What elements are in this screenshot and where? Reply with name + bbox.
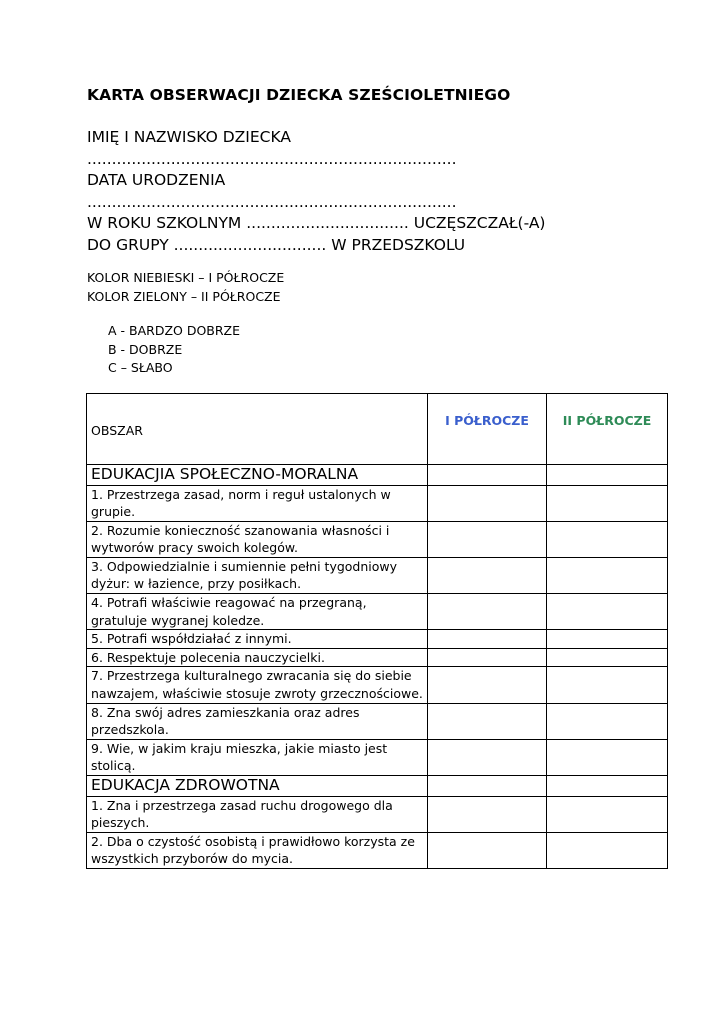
second-semester-header: II PÓŁROCZE: [547, 394, 668, 465]
first-semester-cell[interactable]: [428, 465, 547, 486]
first-semester-cell[interactable]: [428, 485, 547, 521]
section-row: [87, 465, 668, 486]
school-year-line[interactable]: W ROKU SZKOLNYM ................................. UCZĘSZCZAŁ(-A): [87, 214, 546, 232]
table-header-row: [87, 394, 668, 465]
first-semester-cell[interactable]: [428, 630, 547, 649]
table-row: [87, 557, 668, 593]
birth-date-label: DATA URODZENIA: [87, 171, 226, 189]
grade-a: A - BARDZO DOBRZE: [108, 323, 241, 338]
criterion-text: 5. Potrafi współdziałać z innymi.: [87, 630, 428, 649]
section-title: EDUKACJIA SPOŁECZNO-MORALNA: [87, 465, 428, 486]
first-semester-cell[interactable]: [428, 703, 547, 739]
grade-b: B - DOBRZE: [108, 341, 183, 357]
legend-green: KOLOR ZIELONY – II PÓŁROCZE: [87, 288, 281, 304]
birth-date-field[interactable]: ...........................................................................: [87, 192, 457, 211]
criterion-text: 3. Odpowiedzialnie i sumiennie pełni tygodniowy dyżur: w łazience, przy posiłkach.: [87, 557, 428, 593]
first-semester-cell[interactable]: [428, 832, 547, 868]
child-name-label: IMIĘ I NAZWISKO DZIECKA: [87, 128, 291, 146]
observation-table: [86, 393, 668, 869]
legend-blue: KOLOR NIEBIESKI – I PÓŁROCZE: [87, 270, 285, 285]
second-semester-cell[interactable]: [547, 667, 668, 703]
second-semester-cell[interactable]: [547, 796, 668, 832]
criterion-text: 2. Dba o czystość osobistą i prawidłowo korzysta ze wszystkich przyborów do mycia.: [87, 832, 428, 868]
first-semester-cell[interactable]: [428, 521, 547, 557]
document-title: KARTA OBSERWACJI DZIECKA SZEŚCIOLETNIEGO: [87, 86, 511, 104]
criterion-text: 1. Przestrzega zasad, norm i reguł ustalonych w grupie.: [87, 485, 428, 521]
second-semester-cell[interactable]: [547, 776, 668, 797]
criterion-text: 2. Rozumie konieczność szanowania własności i wytworów pracy swoich kolegów.: [87, 521, 428, 557]
second-semester-cell[interactable]: [547, 739, 668, 775]
color-legend: [87, 269, 284, 306]
first-semester-cell[interactable]: [428, 557, 547, 593]
second-semester-cell[interactable]: [547, 703, 668, 739]
child-info-block: [87, 127, 545, 256]
table-row: [87, 594, 668, 630]
first-semester-cell[interactable]: [428, 594, 547, 630]
second-semester-cell[interactable]: [547, 557, 668, 593]
table-row: [87, 648, 668, 667]
first-semester-cell[interactable]: [428, 776, 547, 797]
grade-c: C – SŁABO: [108, 360, 173, 375]
second-semester-cell[interactable]: [547, 465, 668, 486]
grade-scale: [108, 322, 240, 378]
table-row: [87, 832, 668, 868]
criterion-text: 8. Zna swój adres zamieszkania oraz adres przedszkola.: [87, 703, 428, 739]
table-row: [87, 630, 668, 649]
criterion-text: 1. Zna i przestrzega zasad ruchu drogowego dla pieszych.: [87, 796, 428, 832]
criterion-text: 9. Wie, w jakim kraju mieszka, jakie miasto jest stolicą.: [87, 739, 428, 775]
second-semester-cell[interactable]: [547, 594, 668, 630]
criterion-text: 6. Respektuje polecenia nauczycielki.: [87, 648, 428, 667]
table-row: [87, 703, 668, 739]
table-row: [87, 796, 668, 832]
table-row: [87, 485, 668, 521]
first-semester-cell[interactable]: [428, 796, 547, 832]
second-semester-cell[interactable]: [547, 485, 668, 521]
second-semester-cell[interactable]: [547, 832, 668, 868]
criterion-text: 4. Potrafi właściwie reagować na przegraną, gratuluje wygranej koledze.: [87, 594, 428, 630]
second-semester-cell[interactable]: [547, 630, 668, 649]
second-semester-cell[interactable]: [547, 521, 668, 557]
table-row: [87, 521, 668, 557]
table-row: [87, 739, 668, 775]
first-semester-cell[interactable]: [428, 667, 547, 703]
first-semester-cell[interactable]: [428, 648, 547, 667]
section-title: EDUKACJA ZDROWOTNA: [87, 776, 428, 797]
section-row: [87, 776, 668, 797]
area-header: OBSZAR: [87, 394, 428, 465]
child-name-field[interactable]: ...........................................................................: [87, 149, 457, 168]
table-row: [87, 667, 668, 703]
first-semester-header: I PÓŁROCZE: [428, 394, 547, 465]
criterion-text: 7. Przestrzega kulturalnego zwracania się do siebie nawzajem, właściwie stosuje zwroty grzecznościowe.: [87, 667, 428, 703]
second-semester-cell[interactable]: [547, 648, 668, 667]
group-line[interactable]: DO GRUPY ............................... W PRZEDSZKOLU: [87, 235, 466, 254]
first-semester-cell[interactable]: [428, 739, 547, 775]
